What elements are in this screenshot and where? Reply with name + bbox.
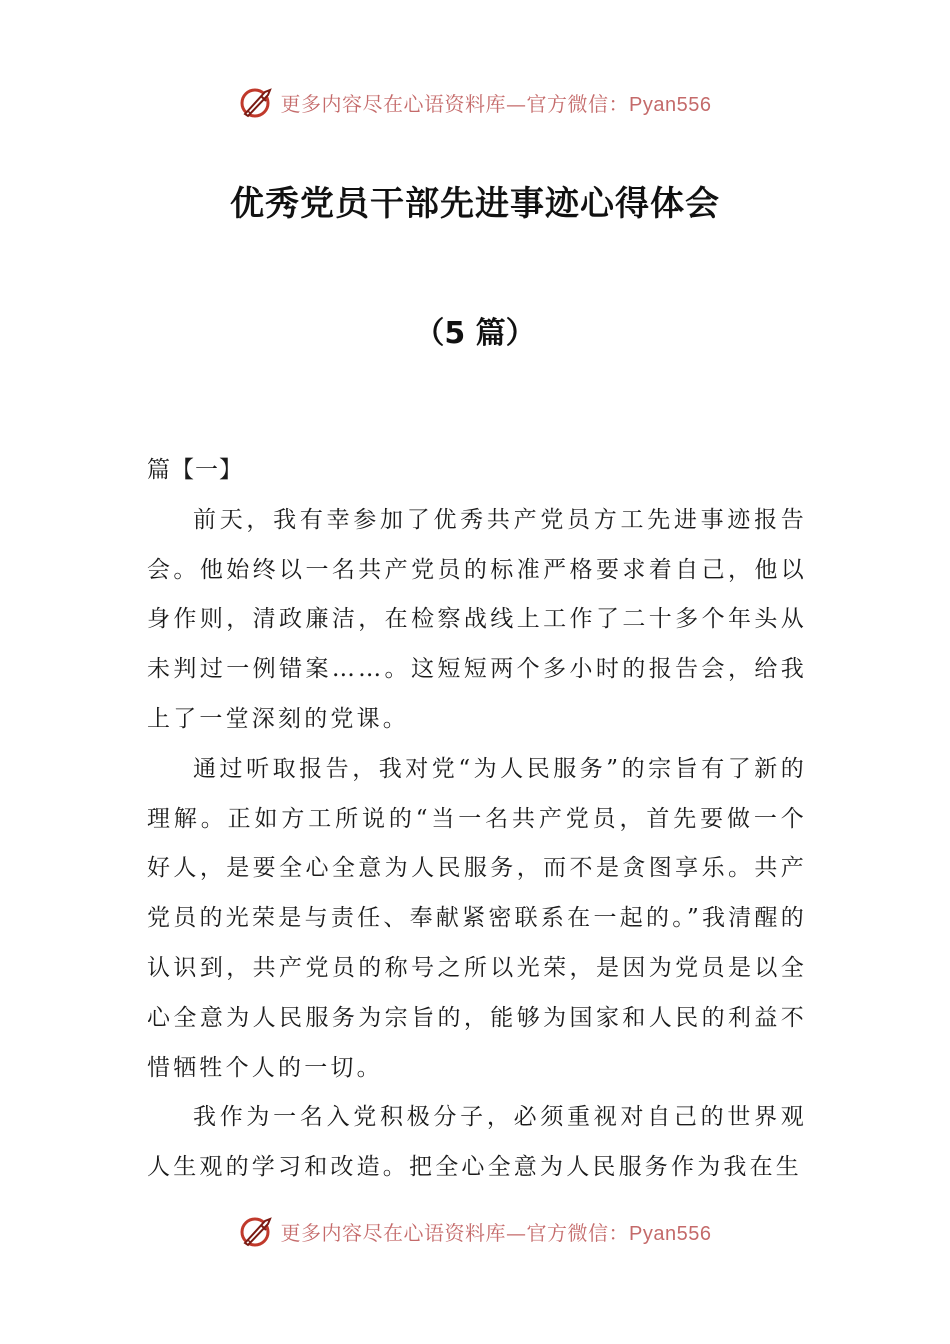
paragraph-1: 前天，我有幸参加了优秀共产党员方工先进事迹报告会。他始终以一名共产党员的标准严格要求着自己，他以身作则，清政廉洁，在检察战线上工作了二十多个年头从未判过一例错案……。这短短两个多小时的报告会，给我上了一堂深刻的党课。 — [147, 506, 807, 732]
banner-wechat-id: Pyan556 — [629, 93, 712, 116]
paragraph-3: 我作为一名入党积极分子，必须重视对自己的世界观人生观的学习和改造。把全心全意为人民服务作为我在生 — [147, 1104, 807, 1181]
banner-wechat-id: Pyan556 — [629, 1222, 712, 1245]
banner-slogan: 更多内容尽在心语资料库—官方微信： — [280, 91, 630, 116]
paragraph-2: 通过听取报告，我对党“为人民服务”的宗旨有了新的理解。正如方工所说的“当一名共产党员，首先要做一个好人，是要全心全意为人民服务，而不是贪图享乐。共产党员的光荣是与责任、奉献紧密联系在一起的。”我清醒的认识到，共产党员的称号之所以光荣，是因为党员是以全心全意为人民服务为宗旨的，能够为国家和人民的利益不惜牺牲个人的一切。 — [147, 755, 807, 1081]
footer-banner — [0, 1211, 950, 1251]
header-banner — [0, 82, 950, 122]
document-title: 优秀党员干部先进事迹心得体会 — [230, 184, 720, 224]
section-heading: 篇【一】 — [147, 457, 243, 483]
document-body — [147, 446, 807, 1193]
pen-circle-logo-icon — [239, 84, 275, 120]
document-subtitle: （5 篇） — [414, 316, 536, 351]
banner-text — [281, 88, 712, 117]
banner-text — [281, 1217, 712, 1246]
banner-slogan: 更多内容尽在心语资料库—官方微信： — [280, 1220, 630, 1245]
pen-circle-logo-icon — [239, 1213, 275, 1249]
